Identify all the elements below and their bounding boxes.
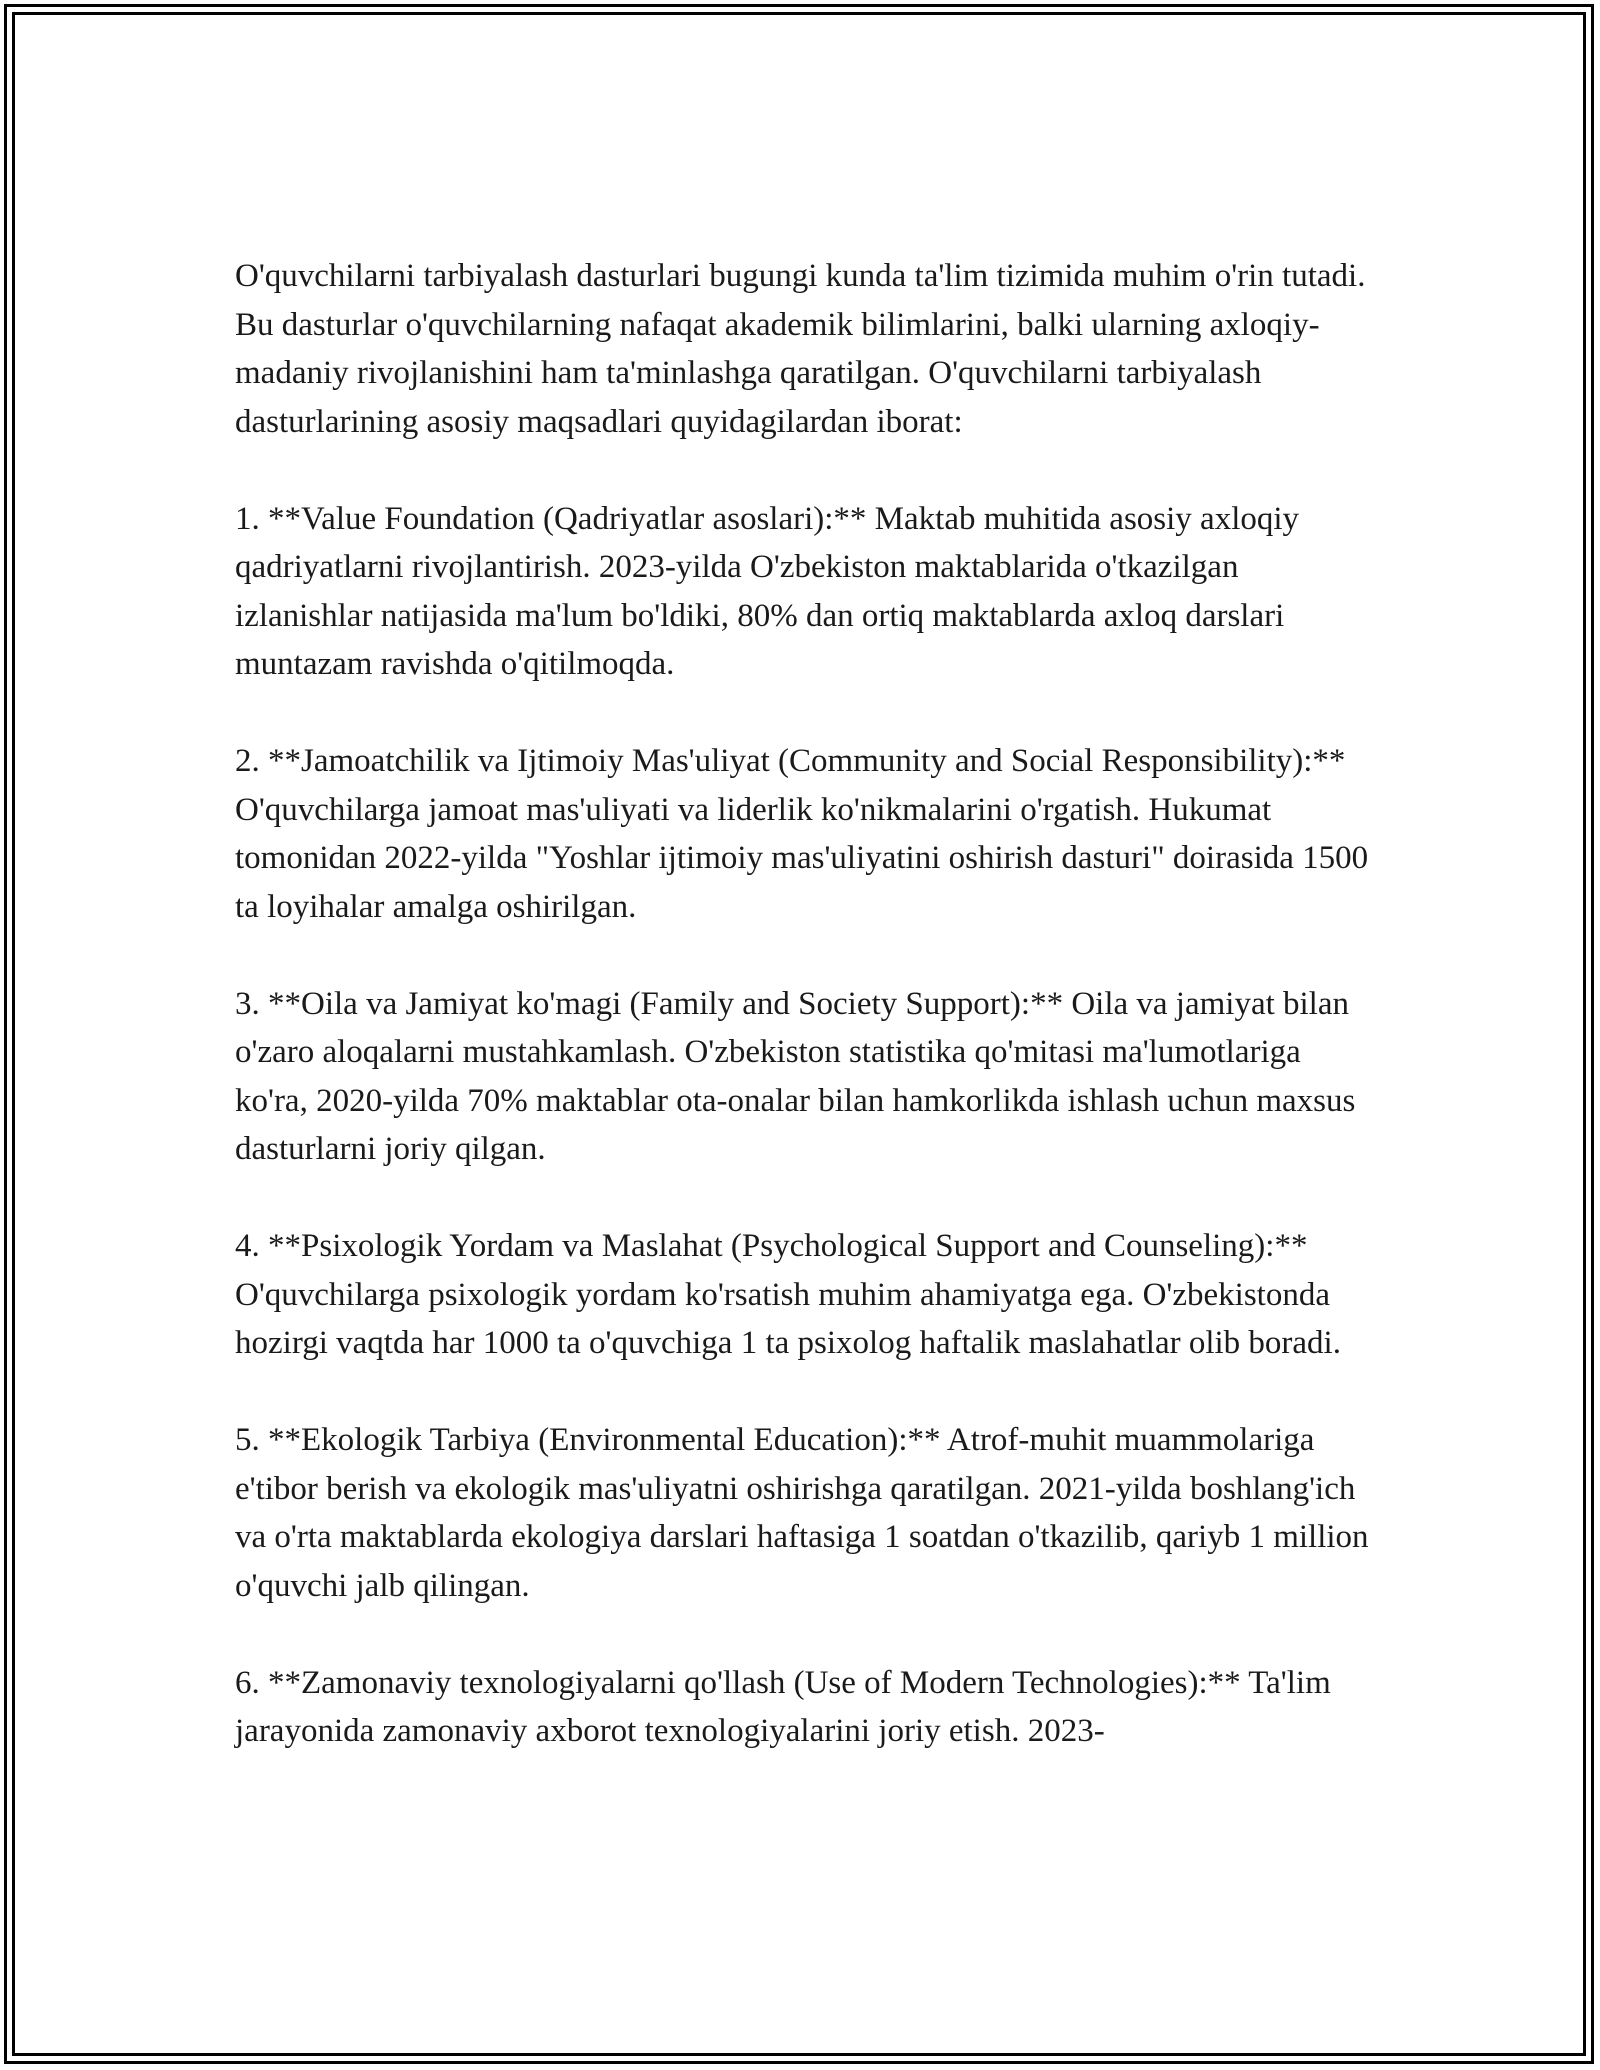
list-item-environmental-education: 5. **Ekologik Tarbiya (Environmental Education):** Atrof-muhit muammolariga e'tibor berish va ekologik mas'uliyatni oshirishga qaratilgan. 2021-yilda boshlang'ich va o'rta maktablarda ekologiya darslari haftasiga 1 soatdan o'tkazilib, qariyb 1 million o'quvchi jalb qilingan. bbox=[235, 1422, 1369, 1604]
list-item-value-foundation: 1. **Value Foundation (Qadriyatlar asoslari):** Maktab muhitida asosiy axloqiy qadriyatlarni rivojlantirish. 2023-yilda O'zbekiston maktablarida o'tkazilgan izlanishlar natijasida ma'lum bo'ldiki, 80% dan ortiq maktablarda axloq darslari muntazam ravishda o'qitilmoqda. bbox=[235, 500, 1300, 682]
list-item-community-responsibility: 2. **Jamoatchilik va Ijtimoiy Mas'uliyat (Community and Social Responsibility):** O'quvchilarga jamoat mas'uliyati va liderlik ko'nikmalarini o'rgatish. Hukumat tomonidan 2022-yilda "Yoshlar ijtimoiy mas'uliyatini oshirish dasturi" doirasida 1500 ta loyihalar amalga oshirilgan. bbox=[235, 743, 1369, 925]
intro-paragraph: O'quvchilarni tarbiyalash dasturlari bugungi kunda ta'lim tizimida muhim o'rin tutadi. Bu dasturlar o'quvchilarning nafaqat akademik bilimlarini, balki ularning axloqiy-madaniy rivojlanishini ham ta'minlashga qaratilgan. O'quvchilarni tarbiyalash dasturlarining asosiy maqsadlari quyidagilardan iborat: bbox=[235, 258, 1366, 440]
list-item-modern-technologies: 6. **Zamonaviy texnologiyalarni qo'llash (Use of Modern Technologies):** Ta'lim jarayonida zamonaviy axborot texnologiyalarini joriy etish. 2023- bbox=[235, 1664, 1331, 1749]
list-item-family-society-support: 3. **Oila va Jamiyat ko'magi (Family and Society Support):** Oila va jamiyat bilan o'zaro aloqalarni mustahkamlash. O'zbekiston statistika qo'mitasi ma'lumotlariga ko'ra, 2020-yilda 70% maktablar ota-onalar bilan hamkorlikda ishlash uchun maxsus dasturlarni joriy qilgan. bbox=[235, 985, 1356, 1167]
document-body bbox=[235, 252, 1375, 1756]
list-item-psychological-support: 4. **Psixologik Yordam va Maslahat (Psychological Support and Counseling):** O'quvchilarga psixologik yordam ko'rsatish muhim ahamiyatga ega. O'zbekistonda hozirgi vaqtda har 1000 ta o'quvchiga 1 ta psixolog haftalik maslahatlar olib boradi. bbox=[235, 1228, 1341, 1361]
